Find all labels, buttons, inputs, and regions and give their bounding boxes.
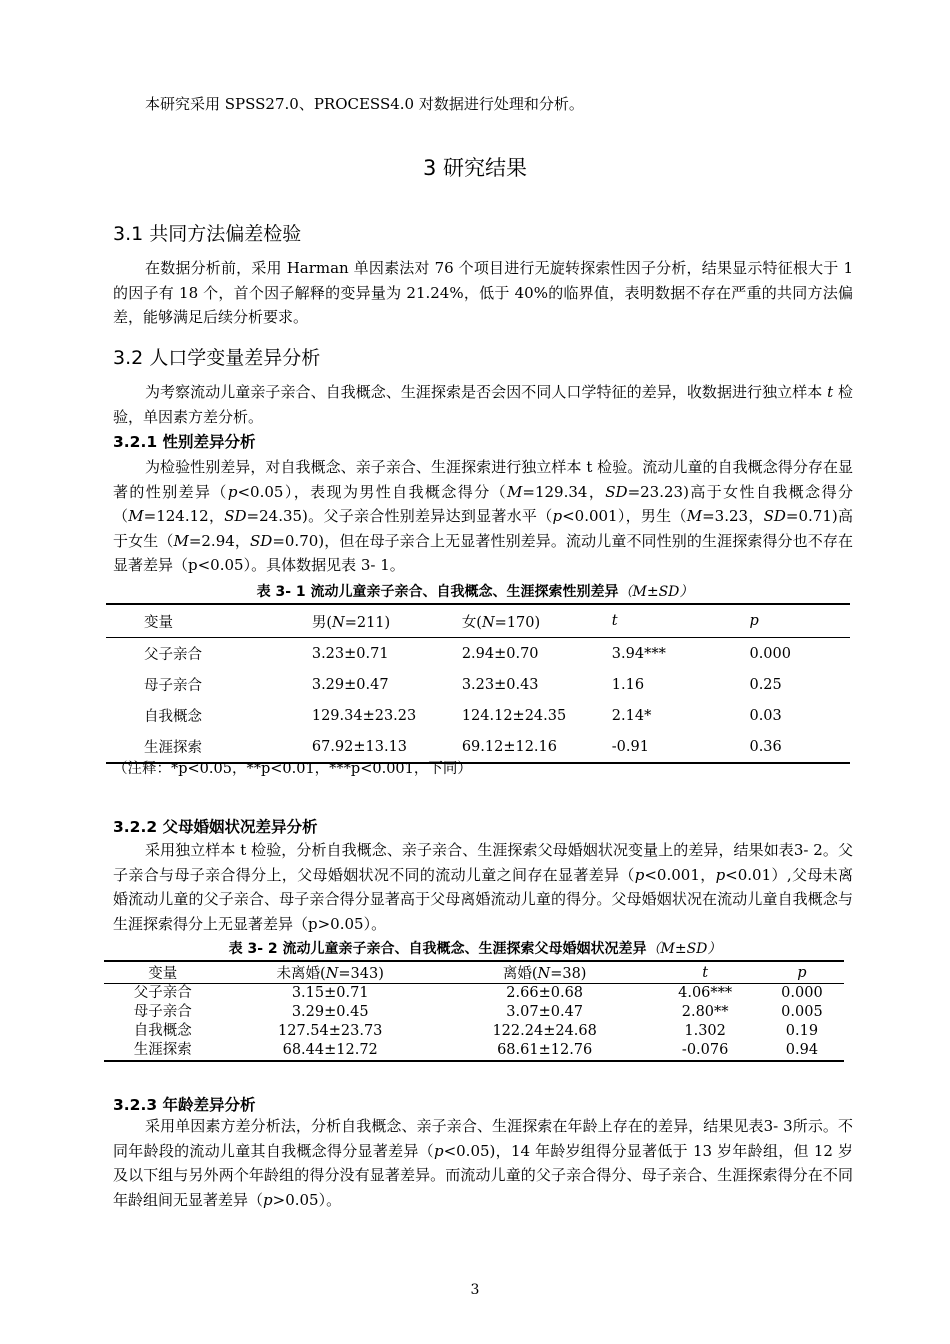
table-cell: 2.94±0.70 xyxy=(461,645,539,662)
table-cell: 68.44±12.72 xyxy=(282,1042,378,1058)
table-cell: 3.23±0.43 xyxy=(461,676,539,693)
column-header: 男(N=211) xyxy=(312,604,462,638)
para-3-2: 为考察流动儿童亲子亲合、自我概念、生涯探索是否会因不同人口学特征的差异，收数据进行独立样本 t 检验，单因素方差分析。 xyxy=(113,383,853,426)
table-cell: 4.06*** xyxy=(678,985,733,1001)
table-cell: 0.36 xyxy=(749,738,782,755)
column-header: p xyxy=(749,604,850,638)
table-row xyxy=(104,984,844,1004)
table-cell: 3.23±0.71 xyxy=(311,645,389,662)
table-cell: 0.000 xyxy=(749,645,791,662)
row-label: 自我概念 xyxy=(144,709,202,725)
heading-3-2-3: 3.2.3 年龄差异分析 xyxy=(113,1096,256,1114)
table1 xyxy=(106,603,850,764)
heading-3-1: 3.1 共同方法偏差检验 xyxy=(113,223,302,245)
column-header: 未离婚(N=343) xyxy=(221,961,438,984)
table-row xyxy=(104,1041,844,1061)
row-label: 自我概念 xyxy=(133,1023,192,1039)
heading-3-2-1: 3.2.1 性别差异分析 xyxy=(113,433,256,451)
table-cell: 1.302 xyxy=(684,1023,726,1039)
table-cell: -0.91 xyxy=(611,738,649,755)
page-number: 3 xyxy=(470,1282,480,1298)
table-cell: 67.92±13.13 xyxy=(311,738,408,755)
table-cell: 68.61±12.76 xyxy=(497,1042,593,1058)
table1-note: （注释：*p<0.05，**p<0.01，***p<0.001，下同） xyxy=(113,761,472,777)
table-cell: 0.25 xyxy=(749,676,782,693)
column-header: 离婚(N=38) xyxy=(439,961,650,984)
column-header: 变量 xyxy=(104,961,221,984)
table-row xyxy=(106,669,850,700)
table-cell: 127.54±23.73 xyxy=(278,1023,383,1039)
table-cell: 2.14* xyxy=(611,707,652,724)
row-label: 母子亲合 xyxy=(133,1004,192,1020)
table2-header-row xyxy=(104,961,844,984)
table-cell: 3.07±0.47 xyxy=(506,1004,584,1020)
table-cell: 0.94 xyxy=(785,1042,819,1058)
table-cell: -0.076 xyxy=(681,1042,729,1058)
table-row xyxy=(106,700,850,731)
table-cell: 2.80** xyxy=(681,1004,729,1020)
table-cell: 122.24±24.68 xyxy=(492,1023,597,1039)
table-cell: 124.12±24.35 xyxy=(461,707,567,724)
column-header: t xyxy=(612,604,750,638)
intro-line: 本研究采用 SPSS27.0、PROCESS4.0 对数据进行处理和分析。 xyxy=(145,95,584,113)
table-cell: 3.15±0.71 xyxy=(291,985,369,1001)
para-3-2-3: 采用单因素方差分析法，分析自我概念、亲子亲合、生涯探索在年龄上存在的差异，结果见表3- 3所示。不同年龄段的流动儿童其自我概念得分显著差异（p<0.05)，14 年龄岁组得分显著低于 13 岁年龄组，但 12 岁及以下组与另外两个年龄组的得分没有显著差异。而流动儿童的父子亲合得分、母子亲合、生涯探索得分在不同年龄组间无显著差异（p>0.05）。 xyxy=(113,1117,853,1209)
row-label: 母子亲合 xyxy=(144,678,202,694)
heading-3-2-2: 3.2.2 父母婚姻状况差异分析 xyxy=(113,818,318,836)
table-cell: 0.000 xyxy=(781,985,823,1001)
row-label: 生涯探索 xyxy=(144,740,202,756)
table-cell: 1.16 xyxy=(611,676,645,693)
table-row xyxy=(104,1022,844,1041)
column-header: t xyxy=(650,961,759,984)
section-title: 3 研究结果 xyxy=(422,156,528,180)
column-header: 女(N=170) xyxy=(462,604,612,638)
row-label: 父子亲合 xyxy=(133,985,192,1001)
para-3-2-2: 采用独立样本 t 检验，分析自我概念、亲子亲合、生涯探索父母婚姻状况变量上的差异，结果如表3- 2。父子亲合与母子亲合得分上，父母婚姻状况不同的流动儿童之间存在显著差异（p<0.001，p<0.01）,父母未离婚流动儿童的父子亲合、母子亲合得分显著高于父母离婚流动儿童的得分。父母婚姻状况在流动儿童自我概念与生涯探索得分上无显著差异（p>0.05）。 xyxy=(113,841,853,933)
table-cell: 3.29±0.47 xyxy=(311,676,389,693)
table1-caption: 表 3- 1 流动儿童亲子亲合、自我概念、生涯探索性别差异（M±SD） xyxy=(256,584,694,600)
table-cell: 0.005 xyxy=(781,1004,823,1020)
table-cell: 3.29±0.45 xyxy=(291,1004,369,1020)
column-header: p xyxy=(760,961,844,984)
table-cell: 0.19 xyxy=(785,1023,819,1039)
table1-header-row xyxy=(106,604,850,638)
row-label: 生涯探索 xyxy=(133,1042,192,1058)
table-cell: 129.34±23.23 xyxy=(311,707,417,724)
para-3-2-1: 为检验性别差异，对自我概念、亲子亲合、生涯探索进行独立样本 t 检验。流动儿童的自我概念得分存在显著的性别差异（p<0.05），表现为男性自我概念得分（M=129.34，SD=23.23)高于女性自我概念得分（M=124.12，SD=24.35)。父子亲合性别差异达到显著水平（p<0.001），男生（M=3.23，SD=0.71)高于女生（M=2.94，SD=0.70)，但在母子亲合上无显著性别差异。流动儿童不同性别的生涯探索得分也不存在显著差异（p<0.05）。具体数据见表 3- 1。 xyxy=(113,458,853,574)
table-cell: 3.94*** xyxy=(611,645,666,662)
row-label: 父子亲合 xyxy=(144,647,202,663)
table-row xyxy=(106,638,850,670)
table-cell: 2.66±0.68 xyxy=(506,985,584,1001)
heading-3-2: 3.2 人口学变量差异分析 xyxy=(113,347,321,369)
table-row xyxy=(104,1003,844,1022)
para-3-1: 在数据分析前，采用 Harman 单因素法对 76 个项目进行无旋转探索性因子分析，结果显示特征根大于 1 的因子有 18 个，首个因子解释的变异量为 21.24%，低于 40%的临界值，表明数据不存在严重的共同方法偏差，能够满足后续分析要求。 xyxy=(113,259,853,326)
table-cell: 0.03 xyxy=(749,707,782,724)
column-header: 变量 xyxy=(106,604,312,638)
table-cell: 69.12±12.16 xyxy=(461,738,557,755)
table2-caption: 表 3- 2 流动儿童亲子亲合、自我概念、生涯探索父母婚姻状况差异（M±SD） xyxy=(228,941,722,957)
table2 xyxy=(104,960,844,1062)
